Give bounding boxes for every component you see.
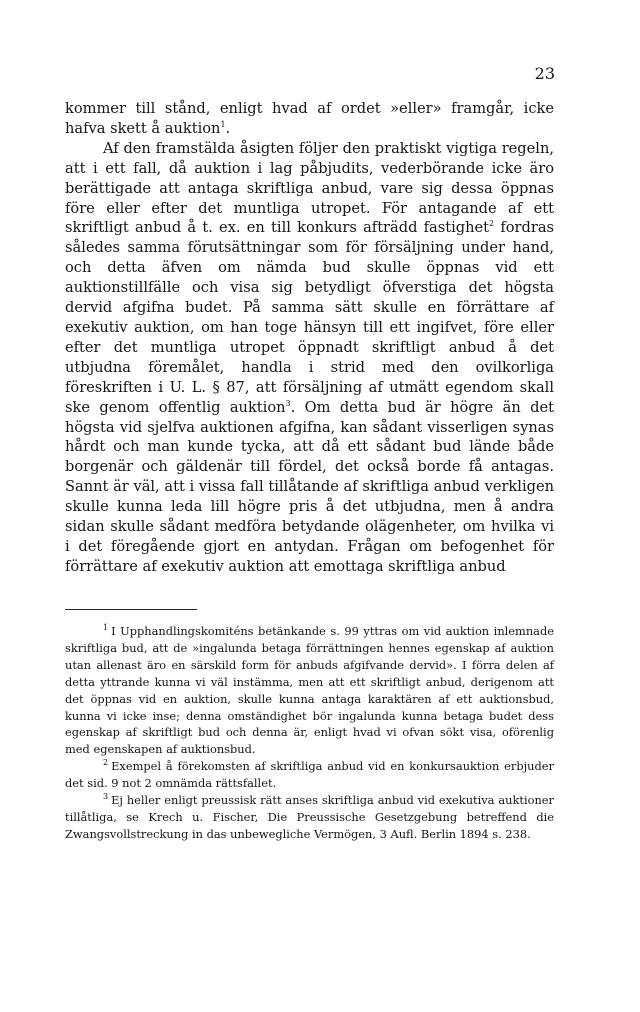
footnote-reference: 3 xyxy=(285,398,291,408)
footnote xyxy=(65,758,554,792)
main-text xyxy=(65,99,554,577)
footnotes xyxy=(65,623,554,843)
footnote-reference: 2 xyxy=(489,219,495,229)
paragraph-text: fordras således samma förutsättningar som för försäljning under hand, och detta äfven om nämda bud skulle öppnas vid ett auktionstillfälle och visa sig betydligt öfverstiga det högsta dervid afgifna budet. På samma sätt skulle en förrättare af exekutiv auktion, om han toge hänsyn till ett ingifvet, före eller efter det muntliga utropet öppnadt skriftligt anbud å det utbjudna föremålet, handla i strid med den ovilkorliga föreskriften i U. L. § 87, att försäljning af utmätt egendom skall ske genom offentlig auktion xyxy=(65,219,555,416)
paragraph-text: kommer till stånd, enligt hvad af ordet »eller» framgår, icke hafva skett å auktion xyxy=(65,100,554,137)
footnote xyxy=(65,623,554,758)
footnote-text: I Upphandlingskomiténs betänkande s. 99 yttras om vid auktion inlemnade skriftliga bud, att de »ingalunda betaga förrättningen hennes egenskap af auktion utan allenast äro en särskild form för anbuds afgifvande dervid». I förra delen af detta yttrande kunna vi väl instämma, men att ett skriftligt anbud, derigenom att det öppnas vid en auktion, skulle kunna antaga karaktären af ett auktionsbud, kunna vi icke inse; denna omständighet bör ingalunda kunna betaga budet dess egenskap af skriftligt bud och denna är, enligt hvad vi ofvan sökt visa, oförenlig med egenskapen af auktionsbud. xyxy=(65,624,554,757)
main-paragraph xyxy=(65,139,554,577)
footnote-marker: 2 xyxy=(103,758,109,768)
paragraph-continuation xyxy=(65,99,554,139)
paragraph-punctuation: . xyxy=(225,119,231,137)
footnote xyxy=(65,792,554,843)
footnote-divider xyxy=(65,609,197,610)
footnote-text: Ej heller enligt preussisk rätt anses skriftliga anbud vid exekutiva auktioner tillåtliga, se Krech u. Fischer, Die Preussische Gesetzgebung betreffend die Zwangsvollstreckung in das unbewegliche Vermögen, 3 Aufl. Berlin 1894 s. 238. xyxy=(65,793,554,841)
footnote-text: Exempel å förekomsten af skriftliga anbud vid en konkursauktion erbjuder det sid. 9 not 2 omnämda rättsfallet. xyxy=(65,759,554,791)
page-number: 23 xyxy=(534,64,555,83)
paragraph-text: . Om detta bud är högre än det högsta vid sjelfva auktionen afgifna, kan sådant visserligen synas hårdt och man kunde tycka, att då ett sådant bud lände både borgenär och gäldenär till fördel, det också borde få antagas. Sannt är väl, att i vissa fall tillåtande af skriftliga anbud verkligen skulle kunna leda lill högre pris å det utbjudna, men å andra sidan skulle sådant medföra betydande olägenheter, om hvilka vi i det föregående gjort en antydan. Frågan om befogenhet för förrättare af exekutiv auktion att emottaga skriftliga anbud xyxy=(65,398,554,575)
paragraph-text: Af den framstälda åsigten följer den praktiskt vigtiga regeln, att i ett fall, då auktion i lag påbjudits, vederbörande icke äro berättigade att antaga skriftliga anbud, vare sig dessa öppnas före eller efter det muntliga utropet. För antagande af ett skriftligt anbud å t. ex. en till konkurs afträdd fastighet xyxy=(65,139,554,237)
footnote-marker: 3 xyxy=(103,792,109,802)
footnote-reference: 1 xyxy=(220,119,226,129)
footnote-marker: 1 xyxy=(103,623,109,632)
